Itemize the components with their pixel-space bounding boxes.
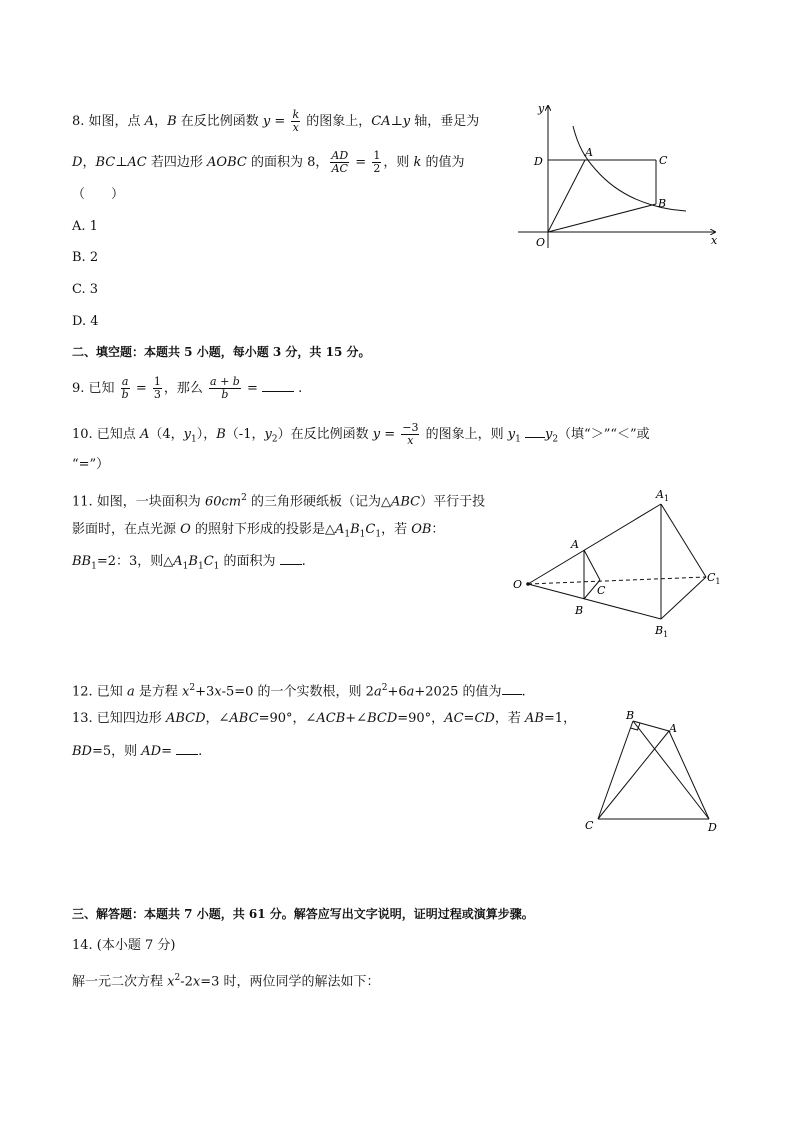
text: AB: [524, 711, 544, 726]
text: =: [351, 155, 371, 170]
text: x: [192, 974, 201, 990]
label-d: D: [708, 821, 717, 834]
text: B: [167, 114, 177, 129]
text: A: [173, 554, 183, 569]
label-a: A: [585, 146, 593, 159]
text: x: [181, 684, 190, 700]
text: CA⊥y: [371, 114, 411, 129]
text: 1: [197, 561, 204, 572]
text: y: [507, 427, 516, 442]
text: 影面时，在点光源: [72, 522, 181, 537]
text: =90°，: [397, 711, 445, 726]
q11-line-1: [72, 489, 485, 511]
label-a: A: [669, 722, 677, 735]
answer-blank[interactable]: [262, 379, 294, 392]
hyperbola-curve: [573, 126, 686, 211]
text: 11. 如图，一块面积为: [72, 494, 205, 510]
text: 轴，垂足为: [410, 114, 480, 129]
text: 的面积为: [219, 554, 280, 569]
text: 10. 已知点: [72, 427, 140, 442]
text: 2: [381, 683, 388, 693]
text: k: [413, 155, 422, 170]
text: −3: [402, 421, 419, 434]
text: A: [334, 522, 345, 537]
section-2-heading: 二、填空题：本题共 5 小题，每小题 3 分，共 15 分。: [72, 345, 371, 359]
text: x: [214, 684, 222, 700]
text: y: [264, 427, 272, 442]
text: -2: [180, 974, 193, 990]
text: =: [242, 381, 263, 396]
text: =90°，∠: [258, 711, 317, 726]
text: 8. 如图，点: [72, 114, 145, 129]
label-b1: $B_1$: [655, 624, 669, 639]
text: ）平行于投: [420, 494, 486, 510]
text: ，: [154, 114, 168, 129]
q8-option-d: D. 4: [72, 314, 99, 329]
text: ，∠: [205, 711, 230, 726]
text: =1，: [543, 711, 577, 726]
text: +2025 的值为: [414, 684, 502, 700]
fraction-k-over-x: [291, 109, 300, 134]
label-a1: $A_1$: [656, 488, 670, 503]
text: ，则: [383, 155, 414, 170]
text: .: [294, 381, 303, 396]
q8-answer-paren: （ ）: [72, 187, 125, 202]
text: BCD: [367, 711, 398, 726]
text: B: [350, 522, 360, 537]
text: ）在反比例函数: [277, 427, 373, 442]
text: 的图象上，: [302, 114, 372, 129]
answer-blank[interactable]: [176, 742, 198, 755]
fraction-apb-over-b: [209, 376, 241, 401]
text: =: [131, 381, 151, 396]
label-y: y: [538, 102, 545, 115]
q10-line-2: “=”）: [72, 457, 110, 472]
text: 12. 已知: [72, 684, 127, 700]
text: 1: [190, 434, 197, 445]
text: 2: [189, 683, 196, 693]
text: 1: [515, 434, 521, 445]
label-b: B: [626, 709, 635, 722]
text: CD: [474, 711, 495, 726]
label-b: B: [575, 604, 584, 617]
text: AD: [331, 149, 349, 162]
fraction-neg3-over-x: [401, 422, 419, 447]
q9-line: [72, 376, 302, 401]
q10-line-1: [72, 422, 650, 449]
text: C: [365, 522, 376, 537]
q8-option-b: B. 2: [72, 250, 99, 265]
fraction-one-half: [372, 150, 381, 175]
text: C: [203, 554, 214, 569]
text: x: [292, 121, 299, 134]
edge-a1-c1: [661, 504, 706, 577]
text: ABC: [229, 711, 259, 726]
text: 9. 已知: [72, 381, 119, 396]
label-o: O: [513, 578, 523, 591]
q13-line-1: [72, 710, 576, 728]
text: a: [126, 684, 135, 700]
label-a: A: [571, 538, 579, 551]
q8-line-2: [72, 150, 464, 175]
segment-ob: [548, 204, 656, 232]
text: 的值为: [421, 155, 465, 170]
ray-o-b1: [528, 584, 661, 619]
q14-line: [72, 969, 380, 991]
text: ：: [431, 522, 445, 537]
text: x: [167, 974, 175, 990]
text: AC: [444, 711, 464, 726]
q13-figure: [580, 704, 730, 840]
fraction-one-third: [153, 376, 162, 401]
text: .: [198, 744, 203, 759]
text: .: [521, 684, 526, 700]
text: 2: [241, 493, 247, 503]
text: k: [292, 108, 300, 121]
ray-o-a1: [528, 504, 661, 584]
text: =3 时，两位同学的解法如下：: [200, 974, 380, 990]
text: 1: [182, 561, 189, 572]
text: a: [406, 684, 415, 700]
fraction-ad-over-ac: [330, 150, 349, 175]
segment-oa: [548, 160, 585, 232]
text: b: [221, 388, 229, 401]
text: 1: [153, 375, 161, 388]
text: ABCD: [165, 711, 206, 726]
text: =: [463, 711, 475, 726]
text: （4，: [149, 427, 184, 442]
text: ，: [82, 155, 96, 170]
text: 的三角形硬纸板（记为△: [246, 494, 391, 510]
answer-blank[interactable]: [280, 552, 302, 565]
text: 3: [153, 388, 161, 401]
text: y: [262, 114, 271, 129]
text: ABC: [390, 494, 421, 510]
text: AC: [331, 162, 348, 175]
text: 的图象上，则: [421, 427, 508, 442]
text: +∠: [345, 711, 368, 726]
text: =: [380, 427, 400, 442]
text: +6: [387, 684, 407, 700]
text: AD: [141, 744, 162, 759]
text: 1: [91, 561, 97, 572]
q14-title: 14. (本小题 7 分): [72, 938, 176, 953]
edge-b1-c1: [661, 577, 706, 619]
q11-line-3: [72, 552, 306, 576]
text: y: [544, 427, 553, 442]
text: 1: [373, 149, 381, 162]
text: ），: [196, 427, 217, 442]
label-o: O: [536, 236, 546, 249]
text: 1: [213, 561, 220, 572]
q11-figure: [508, 486, 728, 642]
light-source-point: [526, 582, 530, 586]
text: AOBC: [207, 155, 247, 170]
text: a + b: [210, 375, 240, 388]
label-b: B: [658, 197, 667, 210]
q13-line-2: [72, 742, 202, 761]
text: 13. 已知四边形: [72, 711, 166, 726]
text: BB: [72, 554, 92, 569]
q11-line-2: [72, 521, 444, 544]
text: B: [216, 427, 226, 442]
text: =2：3，则△: [96, 554, 174, 569]
text: A: [139, 427, 150, 442]
text: y: [183, 427, 191, 442]
text: 是方程: [134, 684, 182, 700]
segment-bc: [598, 721, 633, 819]
text: =: [161, 744, 177, 759]
q8-figure: [510, 98, 732, 258]
text: 2: [271, 434, 278, 445]
text: =: [270, 114, 290, 129]
q12-line: [72, 679, 526, 701]
text: （填“＞”“＜”或: [558, 427, 650, 442]
label-c1: $C_1$: [707, 571, 721, 586]
text: 若四边形: [146, 155, 208, 170]
text: y: [372, 427, 381, 442]
text: .: [301, 554, 306, 569]
answer-blank[interactable]: [525, 425, 545, 438]
q8-option-a: A. 1: [72, 219, 98, 234]
text: D: [72, 155, 83, 170]
segment-ac: [598, 731, 669, 819]
fraction-a-over-b: [121, 376, 130, 401]
text: 2: [552, 434, 559, 445]
label-d: D: [534, 155, 543, 168]
text: 在反比例函数: [176, 114, 263, 129]
text: ，若: [381, 522, 412, 537]
text: A: [144, 114, 155, 129]
text: （-1，: [225, 427, 265, 442]
text: ，那么: [163, 381, 208, 396]
text: 的照射下形成的投影是△: [190, 522, 335, 537]
text: OB: [411, 522, 432, 537]
text: +3: [195, 684, 215, 700]
text: 1: [375, 529, 382, 540]
text: 的面积为 8，: [246, 155, 329, 170]
answer-blank[interactable]: [502, 682, 522, 695]
text: BD: [72, 744, 92, 759]
text: 60cm: [204, 494, 242, 510]
text: 1: [344, 529, 351, 540]
text: x: [407, 434, 414, 447]
section-3-heading: 三、解答题：本题共 7 小题，共 61 分。解答应写出文字说明，证明过程或演算步骤。: [72, 907, 534, 921]
q8-line-1: [72, 109, 479, 134]
label-c: C: [585, 819, 594, 832]
text: ACB: [316, 711, 346, 726]
text: 1: [359, 529, 366, 540]
edge-a-c: [584, 550, 600, 580]
text: -5=0 的一个实数根，则 2: [221, 684, 374, 700]
text: O: [180, 522, 191, 537]
label-c: C: [597, 584, 606, 597]
q8-option-c: C. 3: [72, 282, 99, 297]
text: ，若: [494, 711, 525, 726]
text: a: [121, 375, 129, 388]
text: =5，则: [91, 744, 142, 759]
text: 2: [373, 162, 381, 175]
ray-o-c1: [528, 577, 706, 584]
text: BC⊥AC: [95, 155, 147, 170]
text: b: [121, 388, 129, 401]
text: 2: [174, 973, 181, 983]
label-x: x: [711, 234, 718, 247]
text: 解一元二次方程: [72, 974, 168, 990]
text: B: [188, 554, 198, 569]
label-c: C: [659, 154, 668, 167]
text: a: [373, 684, 382, 700]
